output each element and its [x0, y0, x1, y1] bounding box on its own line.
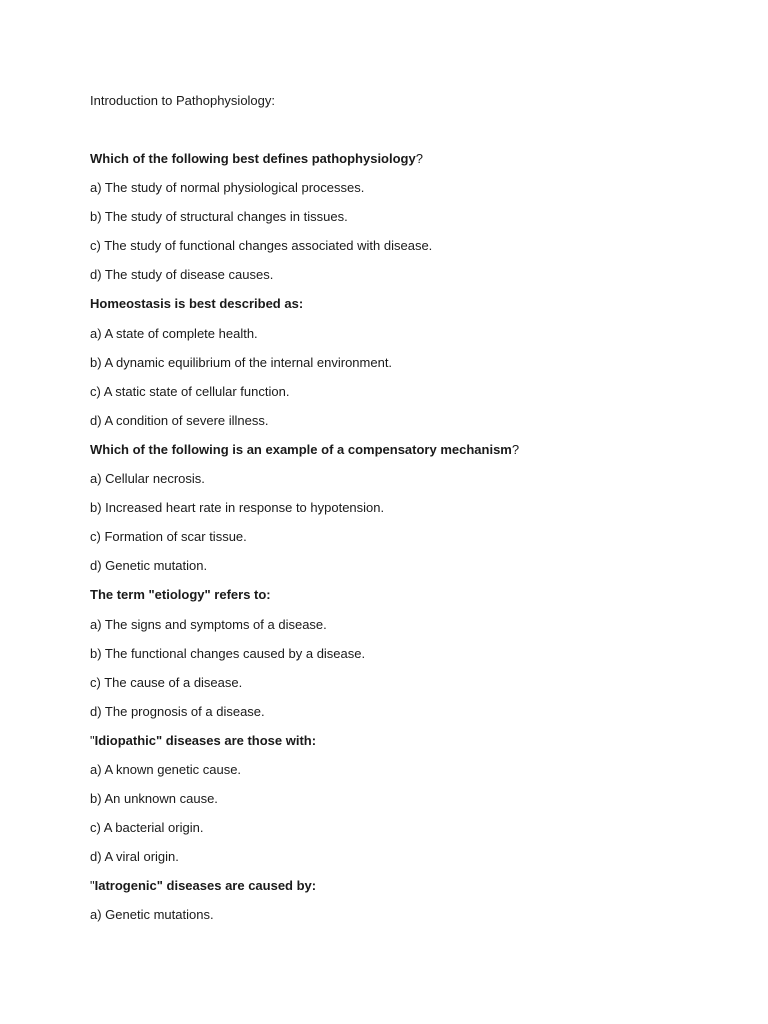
question-3-option-a: a) Cellular necrosis. [90, 471, 205, 487]
question-5-option-c: c) A bacterial origin. [90, 820, 204, 836]
question-1-option-a: a) The study of normal physiological processes. [90, 180, 365, 196]
question-3-option-d: d) Genetic mutation. [90, 558, 208, 574]
question-4-option-b: b) The functional changes caused by a disease. [90, 645, 366, 661]
question-5-option-d: d) A viral origin. [90, 849, 179, 865]
question-3: Which of the following is an example of a compensatory mechanism? [90, 441, 520, 457]
question-5-option-b: b) An unknown cause. [90, 791, 218, 807]
document-title: Introduction to Pathophysiology: [90, 93, 276, 108]
question-4-option-a: a) The signs and symptoms of a disease. [90, 616, 327, 632]
question-2-option-c: c) A static state of cellular function. [90, 383, 290, 399]
question-4-option-c: c) The cause of a disease. [90, 674, 243, 690]
question-5: "Idiopathic" diseases are those with: [90, 732, 317, 748]
question-1-option-c: c) The study of functional changes associated with disease. [90, 238, 433, 254]
question-2-option-d: d) A condition of severe illness. [90, 412, 269, 428]
question-2-option-a: a) A state of complete health. [90, 325, 258, 341]
question-5-option-a: a) A known genetic cause. [90, 761, 242, 777]
question-3-option-c: c) Formation of scar tissue. [90, 529, 247, 545]
question-2-option-b: b) A dynamic equilibrium of the internal environment. [90, 354, 393, 370]
question-list [90, 151, 710, 937]
question-1: Which of the following best defines pathophysiology? [90, 151, 423, 166]
question-1-option-d: d) The study of disease causes. [90, 267, 274, 283]
question-3-option-b: b) Increased heart rate in response to hypotension. [90, 500, 385, 516]
question-6: "Iatrogenic" diseases are caused by: [90, 878, 317, 894]
question-2: Homeostasis is best described as: [90, 296, 304, 312]
question-4-option-d: d) The prognosis of a disease. [90, 703, 265, 719]
question-4: The term "etiology" refers to: [90, 587, 271, 603]
question-1-option-b: b) The study of structural changes in tissues. [90, 209, 348, 225]
question-6-option-a: a) Genetic mutations. [90, 907, 214, 923]
